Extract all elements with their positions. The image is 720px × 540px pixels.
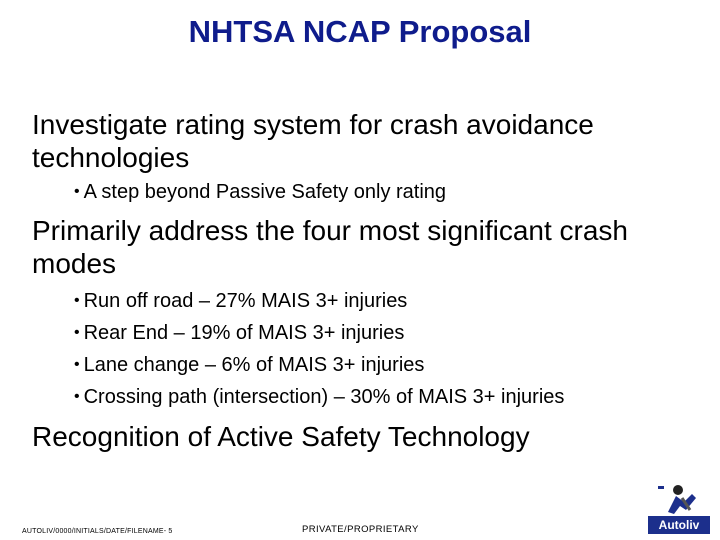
main-point-1: Investigate rating system for crash avoidance technologies xyxy=(32,109,594,173)
bullet-dot-icon: • xyxy=(74,324,80,341)
bullet-dot-icon: • xyxy=(74,388,80,405)
footer-file-id: AUTOLIV/0000/INITIALS/DATE/FILENAME- 5 xyxy=(22,528,173,535)
sub-point-2-3: • Lane change – 6% of MAIS 3+ injuries xyxy=(74,354,425,376)
autoliv-logo xyxy=(648,480,710,536)
sub-point-2-2: • Rear End – 19% of MAIS 3+ injuries xyxy=(74,322,405,344)
logo-wordmark: Autoliv xyxy=(648,516,710,534)
autoliv-figure-icon xyxy=(648,480,710,516)
bullet-dot-icon: • xyxy=(74,292,80,309)
sub-point-2-4: • Crossing path (intersection) – 30% of MAIS 3+ injuries xyxy=(74,386,565,408)
sub-point-2-1: • Run off road – 27% MAIS 3+ injuries xyxy=(74,290,408,312)
footer-classification: PRIVATE/PROPRIETARY xyxy=(302,524,419,535)
bullet-dot-icon: • xyxy=(74,183,80,200)
main-point-2: Primarily address the four most significant crash modes xyxy=(32,215,628,279)
bullet-dot-icon: • xyxy=(74,356,80,373)
sub-point-1-1: • A step beyond Passive Safety only rating xyxy=(74,181,447,203)
main-point-3: Recognition of Active Safety Technology xyxy=(32,421,530,452)
slide-title: NHTSA NCAP Proposal xyxy=(188,14,532,49)
